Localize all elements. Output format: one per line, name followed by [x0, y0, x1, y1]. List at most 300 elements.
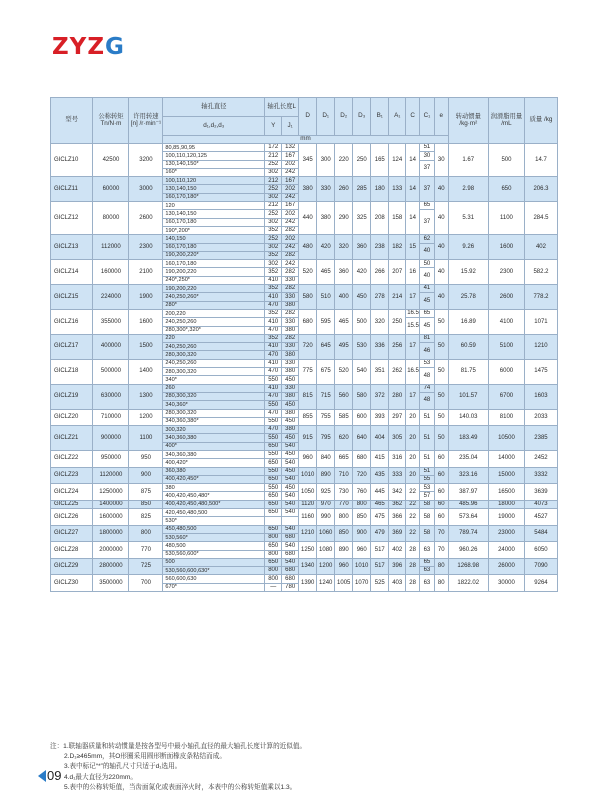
- dim-A1-cell: 396: [389, 558, 406, 575]
- grease-cell: 5100: [488, 334, 524, 359]
- dim-D-cell: 815: [299, 384, 317, 409]
- dim-D3-cell: 580: [353, 384, 371, 409]
- bore-cell: 400,420,450,480,500*: [163, 500, 265, 508]
- dim-D1-cell: 1060: [317, 525, 335, 542]
- dim-D3-cell: 500: [353, 309, 371, 334]
- dim-e-cell: 70: [434, 542, 448, 559]
- mass-cell: 9264: [524, 575, 557, 592]
- col-len-j: J₁: [282, 117, 299, 136]
- model-cell: GICLZ11: [51, 177, 93, 202]
- dim-D-cell: 720: [299, 334, 317, 359]
- mass-cell: 3332: [524, 467, 557, 484]
- col-D2: D₂: [335, 98, 353, 136]
- dim-C1-cell: 41: [420, 285, 435, 293]
- bore-cell: 560,600,630: [163, 575, 265, 583]
- len-j-cell: 380: [282, 426, 299, 434]
- inertia-cell: 2.98: [448, 177, 488, 202]
- dim-e-cell: 50: [434, 309, 448, 334]
- len-j-cell: 380: [282, 392, 299, 400]
- dim-D-cell: 680: [299, 309, 317, 334]
- bore-cell: 530*: [163, 517, 265, 525]
- speed-cell: 2300: [129, 235, 163, 260]
- bore-cell: 130,140,150: [163, 210, 265, 218]
- model-cell: GICLZ30: [51, 575, 93, 592]
- dim-B1-cell: 465: [371, 500, 389, 508]
- speed-cell: 3200: [129, 144, 163, 177]
- bore-cell: 130,140,150*: [163, 160, 265, 168]
- inertia-cell: 5.31: [448, 202, 488, 235]
- notes: [50, 742, 306, 793]
- dim-D1-cell: 380: [317, 202, 335, 235]
- dim-B1-cell: 336: [371, 334, 389, 359]
- dim-D2-cell: 960: [335, 558, 353, 575]
- dim-D1-cell: 1200: [317, 558, 335, 575]
- model-cell: GICLZ14: [51, 260, 93, 285]
- dim-D3-cell: 900: [353, 525, 371, 542]
- table-row: [51, 509, 558, 517]
- dim-e-cell: 50: [434, 384, 448, 409]
- bore-cell: 240*,250*: [163, 276, 265, 284]
- dim-B1-cell: 351: [371, 359, 389, 384]
- len-j-cell: 282: [282, 285, 299, 293]
- dim-e-cell: 40: [434, 202, 448, 235]
- dim-D3-cell: 360: [353, 235, 371, 260]
- len-y-cell: 470: [265, 301, 282, 309]
- dim-B1-cell: 208: [371, 202, 389, 235]
- bore-cell: 160*: [163, 168, 265, 176]
- col-grease: 润滑脂用量 /mL: [488, 98, 524, 144]
- bore-cell: 240,250,260: [163, 343, 265, 351]
- dim-e-cell: 60: [434, 467, 448, 484]
- dim-C-cell: 17: [406, 285, 420, 310]
- table-row: [51, 450, 558, 458]
- bore-cell: 420,450,480,500: [163, 509, 265, 517]
- mass-cell: 778.2: [524, 285, 557, 310]
- len-y-cell: 252: [265, 185, 282, 193]
- dim-D2-cell: 850: [335, 525, 353, 542]
- dim-D2-cell: 400: [335, 285, 353, 310]
- bore-cell: 530,560,600,630*: [163, 567, 265, 575]
- torque-cell: 2000000: [93, 542, 129, 559]
- inertia-cell: 16.89: [448, 309, 488, 334]
- inertia-cell: 15.92: [448, 260, 488, 285]
- len-j-cell: 330: [282, 276, 299, 284]
- dim-D-cell: 440: [299, 202, 317, 235]
- bore-cell: 340*: [163, 376, 265, 384]
- dim-D1-cell: 300: [317, 144, 335, 177]
- grease-cell: 26000: [488, 558, 524, 575]
- speed-cell: 1400: [129, 359, 163, 384]
- dim-A1-cell: 207: [389, 260, 406, 285]
- dim-D3-cell: 325: [353, 202, 371, 235]
- dim-C1-cell: 65: [420, 202, 435, 210]
- speed-cell: 850: [129, 500, 163, 508]
- len-j-cell: 540: [282, 558, 299, 566]
- dim-D1-cell: 1080: [317, 542, 335, 559]
- len-j-cell: 540: [282, 509, 299, 517]
- model-cell: GICLZ13: [51, 235, 93, 260]
- model-cell: GICLZ17: [51, 334, 93, 359]
- len-j-cell: 540: [282, 492, 299, 500]
- dim-D2-cell: 290: [335, 202, 353, 235]
- torque-cell: 400000: [93, 334, 129, 359]
- note-3: 3.表中标记“*”的轴孔尺寸只适于d₁选用。: [64, 763, 182, 771]
- dim-D2-cell: 465: [335, 309, 353, 334]
- torque-cell: 500000: [93, 359, 129, 384]
- bore-cell: 160,170,180: [163, 260, 265, 268]
- dim-D3-cell: 680: [353, 450, 371, 467]
- bore-cell: 190,200,220: [163, 285, 265, 293]
- dim-C1-cell: 51: [420, 467, 435, 475]
- col-len-y: Y: [265, 117, 282, 136]
- bore-cell: 130,140,150: [163, 185, 265, 193]
- dim-A1-cell: 280: [389, 384, 406, 409]
- dim-C1-cell: 63: [420, 567, 435, 575]
- len-y-cell: 302: [265, 193, 282, 201]
- dim-D3-cell: 1010: [353, 558, 371, 575]
- dim-C1-cell: 57: [420, 492, 435, 500]
- dim-C1-cell: 58: [420, 509, 435, 526]
- bore-cell: 280*: [163, 301, 265, 309]
- len-y-cell: 650: [265, 475, 282, 483]
- dim-D1-cell: 420: [317, 235, 335, 260]
- dim-D3-cell: 1070: [353, 575, 371, 592]
- dim-C1-cell: 53: [420, 484, 435, 492]
- dim-D3-cell: 600: [353, 409, 371, 426]
- speed-cell: 700: [129, 575, 163, 592]
- dim-C-cell: 28: [406, 575, 420, 592]
- dim-D2-cell: 220: [335, 144, 353, 177]
- dim-B1-cell: 266: [371, 260, 389, 285]
- bore-cell: 240,250,260*: [163, 293, 265, 301]
- len-j-cell: 330: [282, 293, 299, 301]
- torque-cell: 1600000: [93, 509, 129, 526]
- note-1: 注：1.联轴器质量和转动惯量是按各型号中最小轴孔直径的最大轴孔长度计算的近似值。: [50, 743, 307, 750]
- col-len-group: 轴孔长度L: [265, 98, 299, 117]
- len-y-cell: 410: [265, 359, 282, 367]
- inertia-cell: 485.96: [448, 500, 488, 508]
- grease-cell: 18000: [488, 500, 524, 508]
- col-e: e: [434, 98, 448, 136]
- dim-C1-cell: 51: [420, 144, 435, 152]
- len-y-cell: 352: [265, 268, 282, 276]
- dim-D-cell: 1160: [299, 509, 317, 526]
- dim-C1-cell: 62: [420, 235, 435, 243]
- mass-cell: 206.3: [524, 177, 557, 202]
- len-j-cell: 780: [282, 583, 299, 591]
- len-j-cell: 282: [282, 251, 299, 259]
- dim-C-cell: 28: [406, 558, 420, 575]
- mass-cell: 7090: [524, 558, 557, 575]
- dim-C-cell: 17: [406, 384, 420, 409]
- dim-e-cell: 60: [434, 509, 448, 526]
- dim-C1-cell: 65: [420, 309, 435, 317]
- len-y-cell: 470: [265, 351, 282, 359]
- grease-cell: 16500: [488, 484, 524, 501]
- table-row: [51, 202, 558, 210]
- bore-cell: 280,300,320: [163, 392, 265, 400]
- len-y-cell: 650: [265, 525, 282, 533]
- bore-cell: 480,500: [163, 542, 265, 550]
- dim-C-cell: 20: [406, 450, 420, 467]
- unit-row: mm: [163, 136, 448, 144]
- dim-C-cell: 15.5: [406, 318, 420, 335]
- dim-B1-cell: 404: [371, 426, 389, 451]
- len-y-cell: —: [265, 583, 282, 591]
- dim-C1-cell: 58: [420, 525, 435, 542]
- col-model: 型号: [51, 98, 93, 144]
- dim-C1-cell: 45: [420, 318, 435, 335]
- table-row: [51, 467, 558, 475]
- dim-C1-cell: 74: [420, 384, 435, 392]
- brand-logo: [52, 36, 125, 59]
- dim-C-cell: 22: [406, 484, 420, 501]
- len-y-cell: 800: [265, 533, 282, 541]
- torque-cell: 710000: [93, 409, 129, 426]
- dim-B1-cell: 415: [371, 450, 389, 467]
- mass-cell: 6050: [524, 542, 557, 559]
- len-j-cell: 450: [282, 417, 299, 425]
- note-5: 5.表中的公称转矩值，当齿面氮化或表面淬火时，本表中的公称转矩值乘以1.3。: [64, 783, 297, 791]
- len-j-cell: 540: [282, 442, 299, 450]
- col-torque: 公称转矩 Tn/N·m: [93, 98, 129, 144]
- dim-B1-cell: 517: [371, 542, 389, 559]
- len-j-cell: 330: [282, 318, 299, 326]
- dim-D-cell: 855: [299, 409, 317, 426]
- speed-cell: 1900: [129, 285, 163, 310]
- dim-C-cell: 22: [406, 500, 420, 508]
- dim-D3-cell: 530: [353, 334, 371, 359]
- logo-text-blue: G: [105, 34, 125, 60]
- len-j-cell: 540: [282, 525, 299, 533]
- dim-D3-cell: 285: [353, 177, 371, 202]
- mass-cell: 3639: [524, 484, 557, 501]
- model-cell: GICLZ12: [51, 202, 93, 235]
- len-y-cell: 172: [265, 144, 282, 152]
- bore-cell: 500: [163, 558, 265, 566]
- bore-cell: 340,360,380*: [163, 417, 265, 425]
- inertia-cell: 1822.02: [448, 575, 488, 592]
- dim-C1-cell: 65: [420, 558, 435, 566]
- len-y-cell: 352: [265, 226, 282, 234]
- dim-A1-cell: 158: [389, 202, 406, 235]
- bore-cell: 400,420*: [163, 459, 265, 467]
- mass-cell: 1071: [524, 309, 557, 334]
- torque-cell: 60000: [93, 177, 129, 202]
- col-inertia: 转动惯量 /kg·m²: [448, 98, 488, 144]
- len-y-cell: 410: [265, 293, 282, 301]
- dim-D3-cell: 450: [353, 285, 371, 310]
- dim-D-cell: 915: [299, 426, 317, 451]
- len-j-cell: 242: [282, 193, 299, 201]
- dim-C-cell: 16.5: [407, 310, 419, 317]
- dim-D2-cell: 360: [335, 260, 353, 285]
- bore-cell: 190,200,220: [163, 268, 265, 276]
- grease-cell: 19000: [488, 509, 524, 526]
- len-y-cell: 550: [265, 401, 282, 409]
- dim-C-cell: 20: [406, 409, 420, 426]
- torque-cell: 630000: [93, 384, 129, 409]
- len-y-cell: 302: [265, 218, 282, 226]
- len-j-cell: 202: [282, 210, 299, 218]
- note-4: 4.d₁最大直径为220mm。: [64, 773, 137, 781]
- speed-cell: 1300: [129, 384, 163, 409]
- dim-C-cell: 28: [406, 542, 420, 559]
- table-row: [51, 558, 558, 566]
- col-C1: C₁: [420, 98, 435, 136]
- len-y-cell: 410: [265, 318, 282, 326]
- dim-D2-cell: 890: [335, 542, 353, 559]
- len-j-cell: 540: [282, 475, 299, 483]
- dim-D-cell: 1250: [299, 542, 317, 559]
- table-row: [51, 409, 558, 417]
- speed-cell: 1500: [129, 334, 163, 359]
- inertia-cell: 960.26: [448, 542, 488, 559]
- bore-cell: 300,320: [163, 426, 265, 434]
- inertia-cell: 387.97: [448, 484, 488, 501]
- dim-e-cell: 30: [434, 144, 448, 177]
- grease-cell: 30000: [488, 575, 524, 592]
- dim-C-cell: 14: [406, 144, 420, 177]
- dim-A1-cell: 316: [389, 450, 406, 467]
- dim-C1-cell: 30: [420, 152, 435, 160]
- dim-e-cell: 40: [434, 235, 448, 260]
- grease-cell: 6700: [488, 384, 524, 409]
- len-y-cell: 470: [265, 409, 282, 417]
- dim-B1-cell: 475: [371, 509, 389, 526]
- model-cell: GICLZ10: [51, 144, 93, 177]
- dim-D3-cell: 960: [353, 542, 371, 559]
- dim-A1-cell: 402: [389, 542, 406, 559]
- inertia-cell: 1268.98: [448, 558, 488, 575]
- len-j-cell: 242: [282, 243, 299, 251]
- speed-cell: 725: [129, 558, 163, 575]
- len-j-cell: 680: [282, 550, 299, 558]
- dim-D2-cell: 665: [335, 450, 353, 467]
- inertia-cell: 183.49: [448, 426, 488, 451]
- len-j-cell: 242: [282, 260, 299, 268]
- dim-D3-cell: 850: [353, 509, 371, 526]
- model-cell: GICLZ18: [51, 359, 93, 384]
- bore-cell: 280,300,320: [163, 409, 265, 417]
- speed-cell: 800: [129, 525, 163, 542]
- len-j-cell: 242: [282, 218, 299, 226]
- len-j-cell: 330: [282, 359, 299, 367]
- dim-C1-cell: 51: [420, 409, 435, 426]
- len-y-cell: 252: [265, 210, 282, 218]
- dim-C1-cell: 50: [420, 260, 435, 268]
- grease-cell: 10500: [488, 426, 524, 451]
- speed-cell: 3000: [129, 177, 163, 202]
- dim-C1-cell: 46: [420, 343, 435, 360]
- torque-cell: 224000: [93, 285, 129, 310]
- len-j-cell: 380: [282, 326, 299, 334]
- dim-C1-cell: 63: [420, 575, 435, 592]
- col-bore-sub: d₁,d₂,d₃: [163, 117, 265, 136]
- len-y-cell: 352: [265, 251, 282, 259]
- table-row: [51, 500, 558, 508]
- inertia-cell: 1.67: [448, 144, 488, 177]
- bore-cell: 100,110,120: [163, 177, 265, 185]
- table-row: [51, 525, 558, 533]
- dim-D1-cell: 890: [317, 467, 335, 484]
- inertia-cell: 60.59: [448, 334, 488, 359]
- len-j-cell: 380: [282, 351, 299, 359]
- len-y-cell: 410: [265, 384, 282, 392]
- len-y-cell: 352: [265, 309, 282, 317]
- dim-B1-cell: 393: [371, 409, 389, 426]
- dim-e-cell: 50: [434, 359, 448, 384]
- dim-C1-cell: 58: [420, 500, 435, 508]
- torque-cell: 42500: [93, 144, 129, 177]
- dim-e-cell: 60: [434, 450, 448, 467]
- len-y-cell: 252: [265, 235, 282, 243]
- dim-D1-cell: 925: [317, 484, 335, 501]
- len-j-cell: 202: [282, 235, 299, 243]
- len-y-cell: 212: [265, 152, 282, 160]
- len-j-cell: 450: [282, 401, 299, 409]
- col-B1: B₁: [371, 98, 389, 136]
- dim-B1-cell: 435: [371, 467, 389, 484]
- len-y-cell: 470: [265, 426, 282, 434]
- bore-cell: 120: [163, 202, 265, 210]
- dim-B1-cell: 165: [371, 144, 389, 177]
- model-cell: GICLZ16: [51, 309, 93, 334]
- table-row: [51, 144, 558, 152]
- dim-C1-cell: 37: [420, 160, 435, 177]
- len-y-cell: 352: [265, 334, 282, 342]
- dim-D3-cell: 800: [353, 500, 371, 508]
- table-body: [51, 144, 558, 592]
- len-y-cell: 410: [265, 343, 282, 351]
- len-j-cell: 450: [282, 467, 299, 475]
- model-cell: GICLZ19: [51, 384, 93, 409]
- bore-cell: 160,170,180: [163, 243, 265, 251]
- dim-A1-cell: 369: [389, 525, 406, 542]
- table-row: [51, 426, 558, 434]
- len-y-cell: 252: [265, 160, 282, 168]
- table-row: [51, 177, 558, 185]
- mass-cell: 284.5: [524, 202, 557, 235]
- len-j-cell: 380: [282, 301, 299, 309]
- inertia-cell: 235.04: [448, 450, 488, 467]
- page-number-text: 09: [47, 768, 62, 783]
- len-j-cell: 167: [282, 202, 299, 210]
- bore-cell: 240,250,260: [163, 359, 265, 367]
- dim-D1-cell: 675: [317, 359, 335, 384]
- dim-B1-cell: 278: [371, 285, 389, 310]
- table-row: [51, 575, 558, 583]
- speed-cell: 770: [129, 542, 163, 559]
- dim-D1-cell: 330: [317, 177, 335, 202]
- speed-cell: 1200: [129, 409, 163, 426]
- table-row: [51, 285, 558, 293]
- bore-cell: 280,300,320: [163, 351, 265, 359]
- dim-B1-cell: 320: [371, 309, 389, 334]
- dim-C-cell: 14: [406, 177, 420, 202]
- torque-cell: 1400000: [93, 500, 129, 508]
- torque-cell: 900000: [93, 426, 129, 451]
- bore-cell: 400*: [163, 442, 265, 450]
- bore-cell: 260: [163, 384, 265, 392]
- dim-D-cell: 775: [299, 359, 317, 384]
- len-y-cell: 650: [265, 558, 282, 566]
- speed-cell: 875: [129, 484, 163, 501]
- dim-D2-cell: 520: [335, 359, 353, 384]
- len-j-cell: [282, 517, 299, 525]
- dim-D-cell: 1210: [299, 525, 317, 542]
- table-row: [51, 484, 558, 492]
